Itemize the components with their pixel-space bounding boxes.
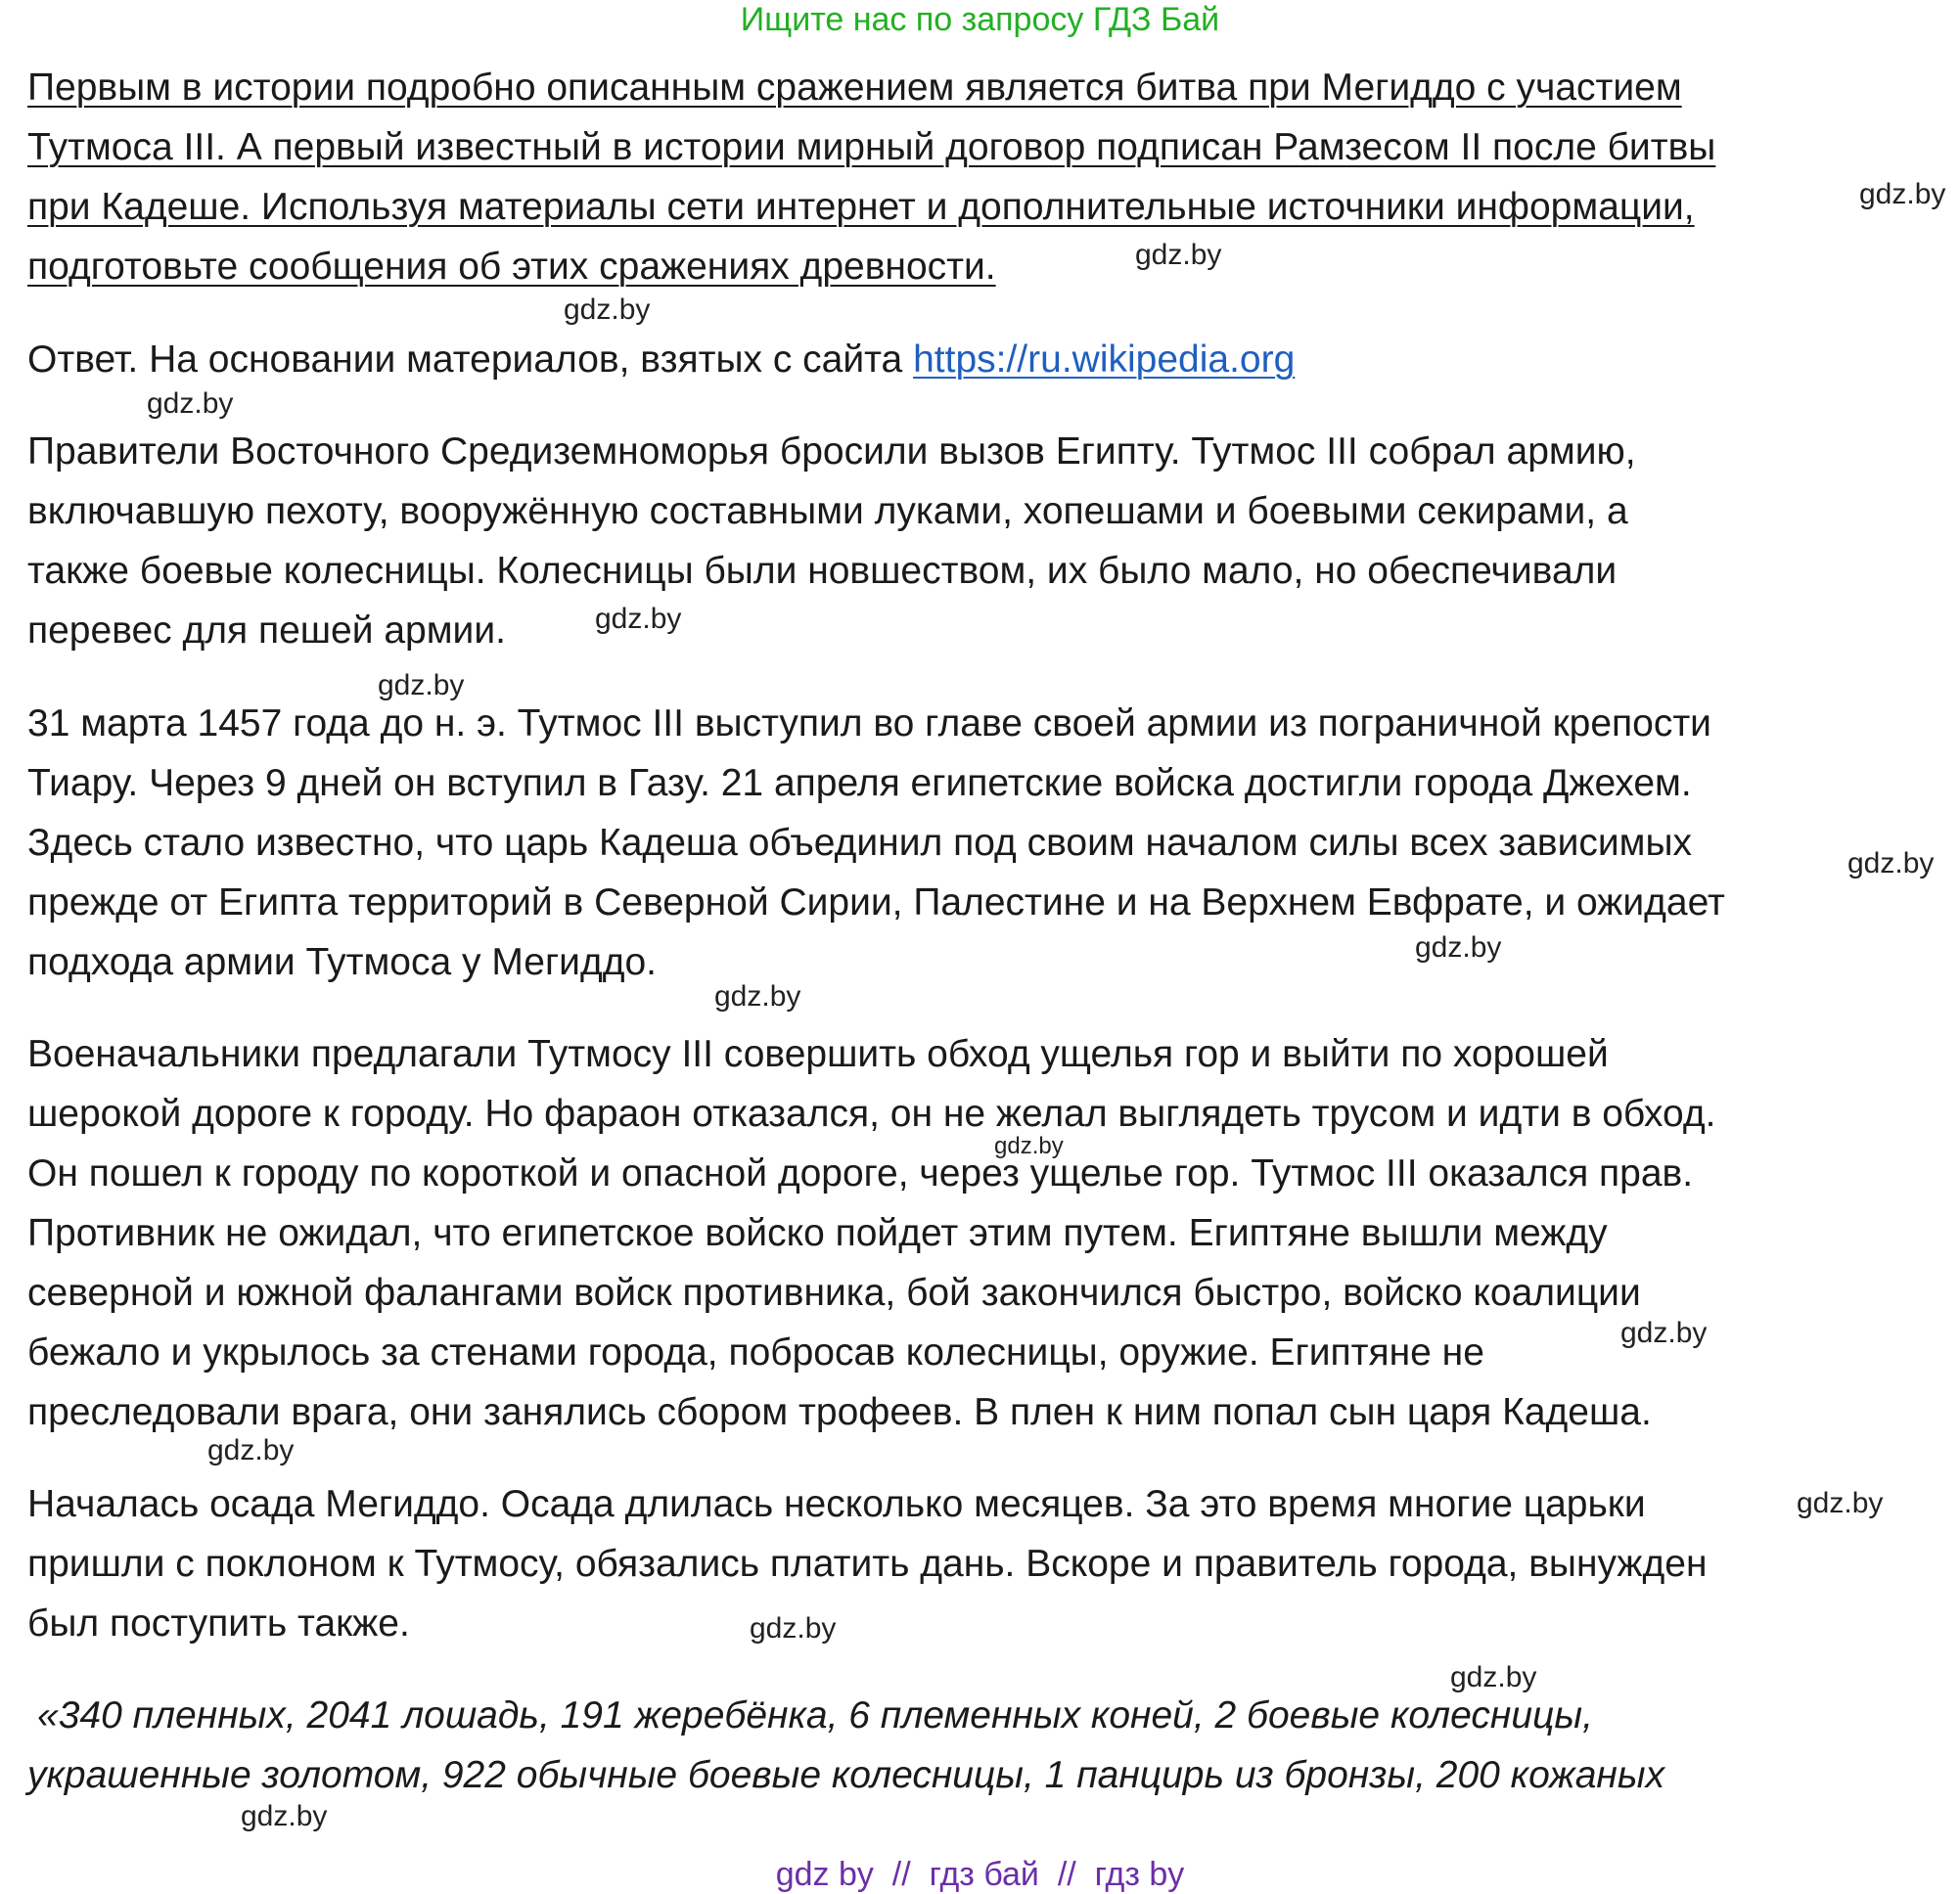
watermark-text: gdz.by <box>1620 1317 1708 1349</box>
watermark-text: gdz.by <box>714 980 801 1013</box>
watermark-text: gdz.by <box>147 387 234 420</box>
task-line: Первым в истории подробно описанным сражением является битва при Мегиддо с участием <box>27 67 1682 109</box>
text-line: прежде от Египта территорий в Северной Сирии, Палестине и на Верхнем Евфрате, и ожидает <box>27 881 1725 924</box>
text-line: Противник не ожидал, что египетское войско пойдет этим путем. Египтяне вышли между <box>27 1212 1608 1254</box>
watermark-text: gdz.by <box>207 1434 295 1466</box>
text-line: 31 марта 1457 года до н. э. Тутмос III выступил во главе своей армии из пограничной крепости <box>27 702 1711 744</box>
watermark-text: gdz.by <box>994 1133 1064 1159</box>
watermark-text: gdz.by <box>1450 1661 1537 1693</box>
text-line: северной и южной фалангами войск противника, бой закончился быстро, войско коалиции <box>27 1272 1641 1314</box>
task-line: Тутмоса III. А первый известный в истории мирный договор подписан Рамзесом II после битвы <box>27 126 1716 168</box>
text-line: преследовали врага, они занялись сбором трофеев. В плен к ним попал сын царя Кадеша. <box>27 1391 1652 1433</box>
task-line: подготовьте сообщения об этих сражениях древности. <box>27 246 996 288</box>
watermark-text: gdz.by <box>1135 239 1222 271</box>
footer-banner: gdz by // гдз бай // гдз by <box>775 1856 1185 1893</box>
answer-line <box>27 337 1295 383</box>
text-line: также боевые колесницы. Колесницы были новшеством, их было мало, но обеспечивали <box>27 550 1618 592</box>
quote-line: «340 пленных, 2041 лошадь, 191 жеребёнка, 6 племенных коней, 2 боевые колесницы, <box>37 1694 1593 1736</box>
text-line: Здесь стало известно, что царь Кадеша объединил под своим началом силы всех зависимых <box>27 822 1693 864</box>
watermark-text: gdz.by <box>564 293 651 326</box>
text-line: бежало и укрылось за стенами города, побросав колесницы, оружие. Египтяне не <box>27 1331 1484 1374</box>
text-line: пришли с поклоном к Тутмосу, обязались платить дань. Вскоре и правитель города, вынужден <box>27 1543 1708 1585</box>
watermark-text: gdz.by <box>1859 178 1946 210</box>
text-line: Тиару. Через 9 дней он вступил в Газу. 21 апреля египетские войска достигли города Джехем. <box>27 762 1692 804</box>
watermark-text: gdz.by <box>750 1612 837 1645</box>
watermark-text: gdz.by <box>595 603 682 635</box>
text-line: Военачальники предлагали Тутмосу III совершить обход ущелья гор и выйти по хорошей <box>27 1033 1609 1075</box>
text-line: включавшую пехоту, вооружённую составными луками, хопешами и боевыми секирами, а <box>27 490 1628 532</box>
text-line: перевес для пешей армии. <box>27 609 506 652</box>
text-line: был поступить также. <box>27 1602 410 1645</box>
task-line: при Кадеше. Используя материалы сети интернет и дополнительные источники информации, <box>27 186 1695 228</box>
text-line: Он пошел к городу по короткой и опасной дороге, через ущелье гор. Тутмос III оказался прав. <box>27 1152 1694 1195</box>
quote-line: украшенные золотом, 922 обычные боевые колесницы, 1 панцирь из бронзы, 200 кожаных <box>27 1754 1665 1796</box>
watermark-text: gdz.by <box>1415 931 1502 964</box>
answer-prefix: Ответ. На основании материалов, взятых с сайта <box>27 338 914 381</box>
text-line: подхода армии Тутмоса у Мегиддо. <box>27 941 658 983</box>
watermark-text: gdz.by <box>241 1800 328 1832</box>
watermark-text: gdz.by <box>1847 847 1935 879</box>
text-line: Началась осада Мегиддо. Осада длилась несколько месяцев. За это время многие царьки <box>27 1483 1646 1525</box>
text-line: Правители Восточного Средиземноморья бросили вызов Египту. Тутмос III собрал армию, <box>27 430 1636 473</box>
source-link[interactable]: https://ru.wikipedia.org <box>913 338 1296 381</box>
text-line: шерокой дороге к городу. Но фараон отказался, он не желал выглядеть трусом и идти в обход. <box>27 1093 1716 1135</box>
search-banner: Ищите нас по запросу ГДЗ Бай <box>740 1 1220 38</box>
watermark-text: gdz.by <box>1797 1487 1884 1519</box>
watermark-text: gdz.by <box>378 669 465 701</box>
